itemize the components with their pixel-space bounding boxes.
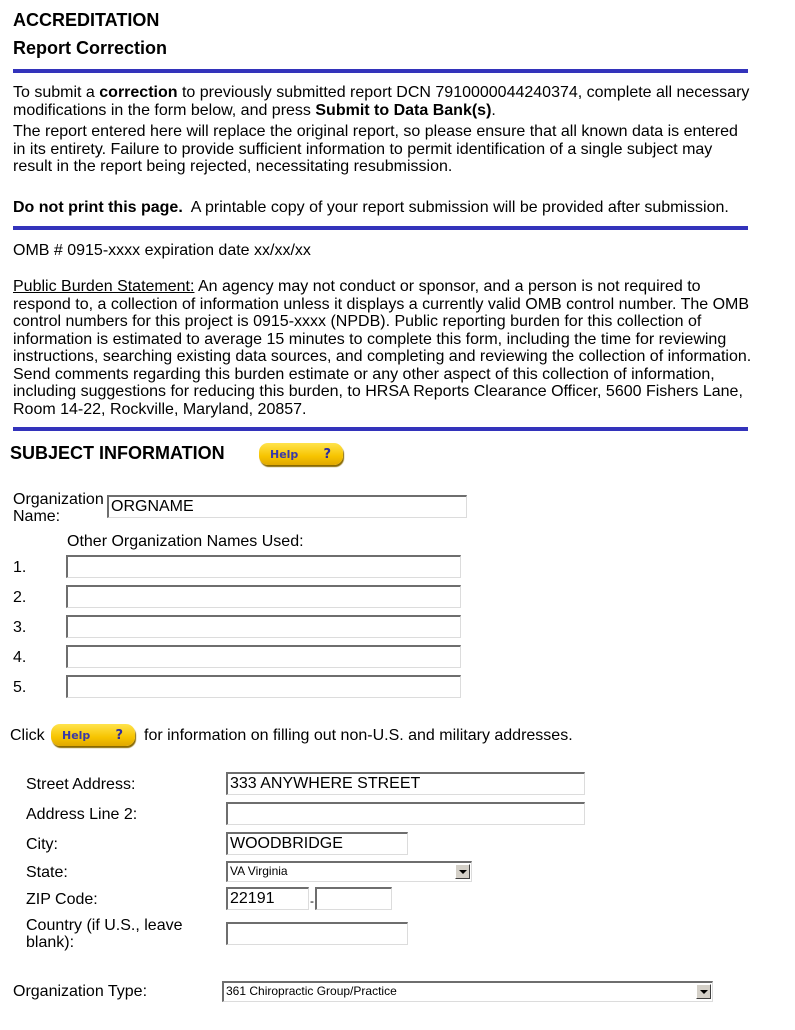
zip-extension-input[interactable] (315, 887, 392, 910)
other-names-label: Other Organization Names Used: (67, 533, 304, 550)
other-name-num-1: 1. (13, 559, 27, 576)
intro-text: to previously submitted report DCN 7910000044240374, complete all necessary modifications in the form below, and press (13, 84, 750, 119)
country-label (26, 917, 183, 951)
other-name-input-4[interactable] (66, 645, 461, 668)
city-input[interactable]: WOODBRIDGE (226, 832, 408, 855)
country-label-line1: Country (if U.S., leave (26, 917, 183, 934)
address-help-text: for information on filling out non-U.S. and military addresses. (144, 727, 573, 744)
burden-text: An agency may not conduct or sponsor, and a person is not required to respond to, a collection of information unless it displays a currently valid OMB control number. The OMB control numbers for this project is 0915-xxxx (NPDB). Public reporting burden for this collection of information is estimated to average 15 minutes to complete this form, including the time for reviewing instructions, searching existing data sources, and completing and reviewing the collection of information. Send comments regarding this burden estimate or any other aspect of this collection of information, including suggestions for reducing this burden, to HRSA Reports Clearance Officer, 5600 Fishers Lane, Room 14-22, Rockville, Maryland, 20857. (13, 278, 752, 418)
country-input[interactable] (226, 922, 408, 945)
other-name-input-3[interactable] (66, 615, 461, 638)
intro-bold-correction: correction (99, 84, 178, 101)
state-label: State: (26, 864, 68, 881)
page-subtitle: Report Correction (13, 38, 168, 58)
omb-number: OMB # 0915-xxxx expiration date xx/xx/xx (13, 242, 311, 259)
org-type-selected-value: 361 Chiropractic Group/Practice (226, 984, 397, 998)
org-type-select[interactable] (222, 981, 713, 1002)
do-not-print: Do not print this page. (13, 199, 183, 216)
other-name-input-2[interactable] (66, 585, 461, 608)
street-label: Street Address: (26, 776, 136, 793)
burden-label: Public Burden Statement: (13, 278, 195, 295)
other-name-input-1[interactable] (66, 555, 461, 578)
print-notice-text: A printable copy of your report submission will be provided after submission. (182, 199, 729, 216)
help-button[interactable] (259, 443, 343, 465)
intro-paragraph (13, 84, 753, 119)
replace-warning: The report entered here will replace the original report, so please ensure that all known data is entered in its entirety. Failure to provide sufficient information to permit identification of a single subject may result in the report being rejected, necessitating resubmission. (13, 123, 738, 175)
intro-text: To submit a (13, 84, 100, 101)
other-name-num-4: 4. (13, 649, 27, 666)
address-line2-input[interactable] (226, 802, 585, 825)
zip-separator: - (310, 894, 314, 908)
divider (13, 226, 748, 230)
print-notice (13, 199, 753, 217)
zip-label: ZIP Code: (26, 891, 98, 908)
help-label: Help (62, 728, 91, 742)
org-name-label-line2: Name: (13, 508, 61, 525)
divider (13, 427, 748, 431)
org-type-label: Organization Type: (13, 983, 148, 1000)
public-burden-statement (13, 278, 753, 418)
chevron-down-icon[interactable] (696, 984, 711, 999)
state-selected-value: VA Virginia (230, 864, 288, 878)
question-icon: ? (115, 727, 123, 743)
help-label: Help (270, 447, 299, 461)
chevron-down-icon[interactable] (455, 864, 470, 879)
other-name-num-3: 3. (13, 619, 27, 636)
divider (13, 69, 748, 73)
country-label-line2: blank): (26, 934, 75, 951)
intro-text: . (491, 101, 496, 119)
other-name-num-2: 2. (13, 589, 27, 606)
other-name-input-5[interactable] (66, 675, 461, 698)
question-icon: ? (323, 446, 331, 462)
intro-bold-submit: Submit to Data Bank(s) (315, 101, 492, 119)
org-name-label-line1: Organization (13, 491, 104, 508)
city-label: City: (26, 836, 58, 853)
address-help-button[interactable] (51, 724, 135, 746)
other-name-num-5: 5. (13, 679, 27, 696)
zip-input[interactable]: 22191 (226, 887, 309, 910)
org-name-input[interactable]: ORGNAME (107, 495, 467, 518)
section-title: SUBJECT INFORMATION (10, 443, 225, 463)
click-prefix: Click (10, 727, 45, 744)
address-line2-label: Address Line 2: (26, 806, 138, 823)
state-select[interactable] (226, 861, 472, 882)
org-name-label (13, 491, 104, 525)
page-title: ACCREDITATION (13, 10, 160, 30)
street-input[interactable]: 333 ANYWHERE STREET (226, 772, 585, 795)
